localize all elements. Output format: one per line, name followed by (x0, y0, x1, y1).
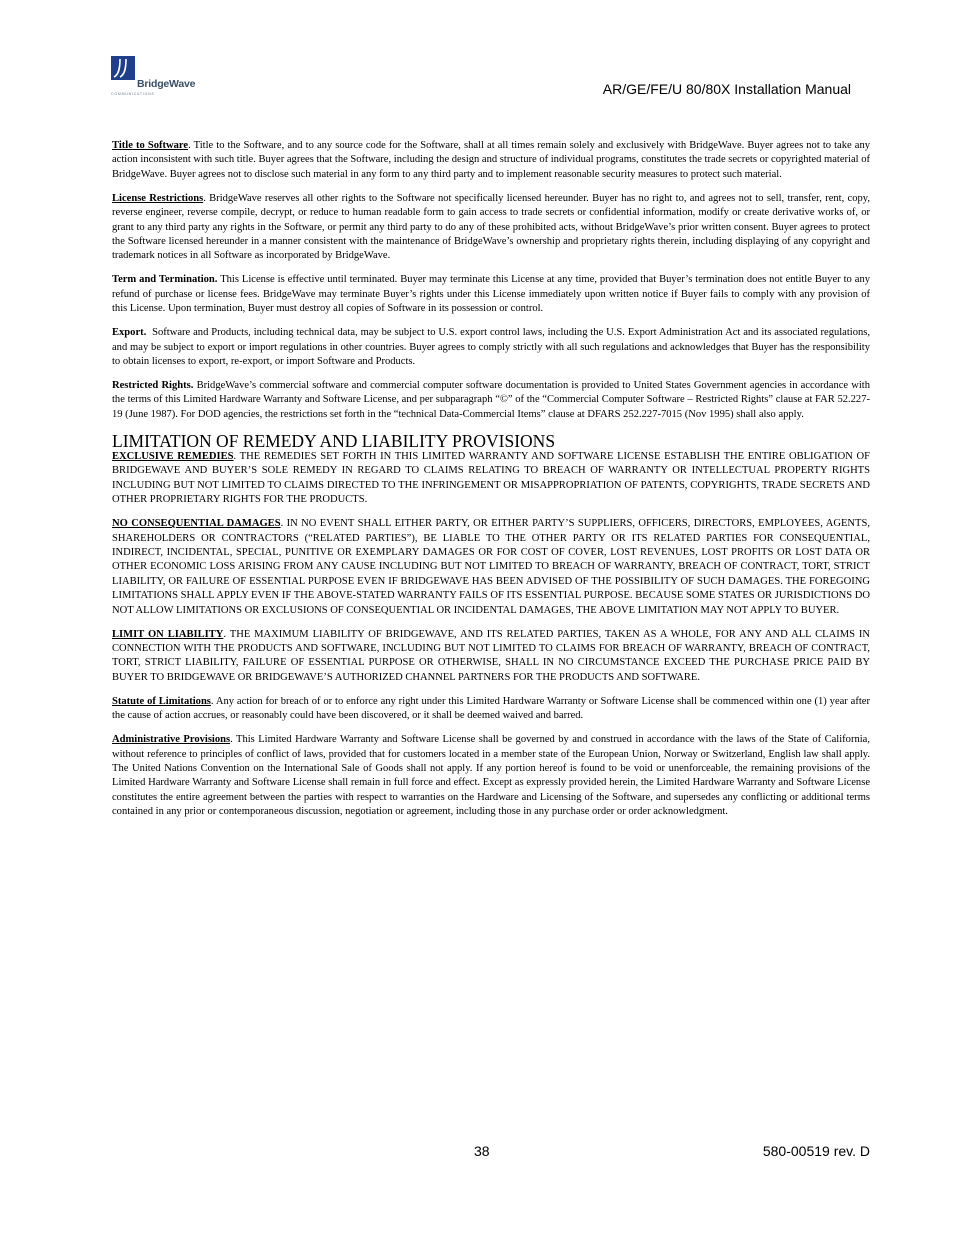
section-title: LIMITATION OF REMEDY AND LIABILITY PROVISIONS (112, 430, 556, 451)
paragraph-text: Title to the Software, and to any source code for the Software, shall at all times remain solely and exclusively with BridgeWave. Buyer agrees not to take any action inconsistent with such title. Buyer agrees that the Software, including the design and structure of individual programs, constitutes the trade secrets or copyrighted material of BridgeWave. Buyer agrees not to disclose such material in any form to any third party and to implement reasonable security measures to protect such material. (112, 140, 871, 180)
paragraph-heading: Restricted Rights. (112, 380, 194, 392)
document-body (112, 139, 870, 829)
paragraph-heading: LIMIT ON LIABILITY (112, 628, 224, 640)
separator: . (223, 628, 230, 640)
paragraph-text: THE REMEDIES SET FORTH IN THIS LIMITED WARRANTY AND SOFTWARE LICENSE ESTABLISH THE ENTIRE OBLIGATION OF BRIDGEWAVE AND BUYER’S SOLE REMEDY IN REGARD TO CLAIMS RELATING TO BREACH OF WARRANTY OR INTELLECTUAL PROPERTY RIGHTS INCLUDING BUT NOT LIMITED TO CLAIMS DIRECTED TO THE INFRINGEMENT OR MISAPPROPRIATION OF PATENTS, COPYRIGHTS, TRADE SECRETS AND OTHER PROPRIETARY RIGHTS FOR THE PRODUCTS. (112, 450, 870, 506)
page-number: 38 (474, 1143, 490, 1159)
logo-subtitle: COMMUNICATIONS (111, 92, 155, 96)
separator: . (188, 140, 194, 151)
paragraph-export (112, 326, 870, 369)
paragraph-text: THE MAXIMUM LIABILITY OF BRIDGEWAVE, AND ITS RELATED PARTIES, TAKEN AS A WHOLE, FOR ANY AND ALL CLAIMS IN CONNECTION WITH THE PRODUCTS AND SOFTWARE, INCLUDING BUT NOT LIMITED TO CLAIMS FOR BREACH OF WARRANTY, BREACH OF CONTRACT, TORT, STRICT LIABILITY, FAILURE OF ESSENTIAL PURPOSE OR OTHERWISE, SHALL IN NO CIRCUMSTANCE EXCEED THE PURCHASE PRICE PAID BY BUYER TO BRIDGEWAVE OR BRIDGEWAVE’S AUTHORIZED CHANNEL PARTNERS FOR THE PRODUCTS AND SOFTWARE. (112, 628, 870, 683)
logo-name: BridgeWave (137, 78, 196, 90)
paragraph-text: IN NO EVENT SHALL EITHER PARTY, OR EITHER PARTY’S SUPPLIERS, OFFICERS, DIRECTORS, EMPLOYEES, AGENTS, SHAREHOLDERS OR CONTRACTORS (“RELATED PARTIES”), BE LIABLE TO THE OTHER PARTY OR ITS RELATED PARTIES FOR CONSEQUENTIAL, INDIRECT, INCIDENTAL, SPECIAL, PUNITIVE OR EXEMPLARY DAMAGES OR FOR COST OF COVER, LOST REVENUES, LOST PROFITS OR LOST DATA OR OTHER ECONOMIC LOSS ARISING FROM ANY CAUSE INCLUDING BUT NOT LIMITED TO BREACH OF WARRANTY, BREACH OF CONTRACT, TORT, STRICT LIABILITY, OR FAILURE OF ESSENTIAL PURPOSE EVEN IF BRIDGEWAVE HAS BEEN ADVISED OF THE POSSIBILITY OF SUCH DAMAGES. THE FOREGOING LIMITATIONS SHALL APPLY EVEN IF THE ABOVE-STATED WARRANTY FAILS OF ITS ESSENTIAL PURPOSE. BECAUSE SOME STATES OR JURISDICTIONS DO NOT ALLOW LIMITATIONS OR EXCLUSIONS OF CONSEQUENTIAL OR INCIDENTAL DAMAGES, THE ABOVE LIMITATION MAY NOT APPLY TO BUYER. (112, 518, 870, 616)
paragraph-heading: EXCLUSIVE REMEDIES (112, 450, 234, 462)
paragraph-no-consequential-damages (112, 517, 870, 618)
paragraph-text: Any action for breach of or to enforce any right under this Limited Hardware Warranty or Software License shall be commenced within one (1) year after the cause of action accrues, or reasonably could have been discovered, or it shall be deemed waived and barred. (112, 695, 871, 722)
paragraph-exclusive-remedies (112, 450, 870, 508)
paragraph-heading: Term and Termination. (112, 274, 218, 286)
separator: . (203, 192, 210, 204)
paragraph-restricted-rights (112, 379, 870, 422)
document-revision: 580-00519 rev. D (762, 1143, 870, 1159)
paragraph-heading: Title to Software (112, 140, 189, 151)
paragraph-title-to-software (112, 139, 870, 182)
paragraph-limit-on-liability (112, 628, 870, 686)
company-logo (111, 56, 211, 100)
paragraph-text: BridgeWave reserves all other rights to the Software not specifically licensed hereunder. Buyer has no right to, and agrees not to sell, transfer, rent, copy, reverse engineer, reverse compile, decrypt, or reduce to human readable form to gain access to trade secrets or confidential information, modify or create derivative works of, or grant to any third party any rights in the Software, or permit any third party to do any of these prohibited acts, without BridgeWave’s prior written consent. Buyer agrees to protect the Software licensed hereunder in a manner consistent with the maintenance of BridgeWave’s ownership and proprietary rights therein, including displaying of any copyright and trademark notices in all Software as incorporated by BridgeWave. (112, 192, 870, 262)
paragraph-administrative-provisions (112, 733, 870, 819)
separator: . (280, 518, 287, 530)
paragraph-text: This License is effective until terminated. Buyer may terminate this License at any time, provided that Buyer’s termination does not entitle Buyer to any refund of purchase or license fees. BridgeWave may terminate Buyer’s rights under this License immediately upon written notice if Buyer fails to comply with any provision of this License. Upon termination, Buyer must destroy all copies of Software in its possession or control. (112, 274, 870, 315)
paragraph-heading: Administrative Provisions (112, 734, 231, 746)
paragraph-text: BridgeWave’s commercial software and commercial computer software documentation is provided to United States Government agencies in accordance with the terms of this Limited Hardware Warranty and Software License, and per subparagraph “©” of the “Commercial Computer Software – Restricted Rights” clause at FAR 52.227-19 (June 1987). For DOD agencies, the restrictions set forth in the “technical Data-Commercial Items” clause at DFARS 252.227-7015 (Nov 1995) shall also apply. (112, 380, 871, 420)
paragraph-statute-of-limitations (112, 695, 870, 724)
paragraph-heading: Statute of Limitations (112, 695, 211, 707)
manual-title: AR/GE/FE/U 80/80X Installation Manual (602, 81, 851, 97)
paragraph-heading: Export. (112, 327, 147, 339)
separator: . (210, 695, 216, 707)
paragraph-license-restrictions (112, 192, 870, 264)
paragraph-heading: License Restrictions (112, 192, 204, 204)
paragraph-text: Software and Products, including technical data, may be subject to U.S. export control laws, including the U.S. Export Administration Act and its associated regulations, and may be subject to export or import regulations in other countries. Buyer agrees to comply strictly with all such regulations and acknowledges that Buyer has the responsibility to obtain licenses to export, re-export, or import Software and Products. (112, 327, 871, 368)
paragraph-text: This Limited Hardware Warranty and Software License shall be governed by and construed in accordance with the laws of the State of California, without reference to principles of conflict of laws, provided that for customers located in a member state of the European Union, Norway or Switzerland, English law shall apply. The United Nations Convention on the International Sale of Goods shall not apply. If any portion hereof is found to be void or unenforceable, the remaining provisions of the Limited Hardware Warranty and Software License shall remain in full force and effect. Except as expressly provided herein, the Limited Hardware Warranty and Software License constitutes the entire agreement between the parties with respect to warranties on the Hardware and Licensing of the Software, and supersedes any conflicting or additional terms contained in any prior or contemporaneous discussion, negotiation or agreement, including those in any purchase order or order acknowledgment. (112, 734, 870, 818)
bridgewave-logo-icon (111, 56, 135, 80)
separator: . (233, 450, 240, 462)
separator: . (230, 734, 237, 746)
paragraph-term-termination (112, 273, 870, 316)
paragraph-heading: NO CONSEQUENTIAL DAMAGES (112, 518, 281, 530)
